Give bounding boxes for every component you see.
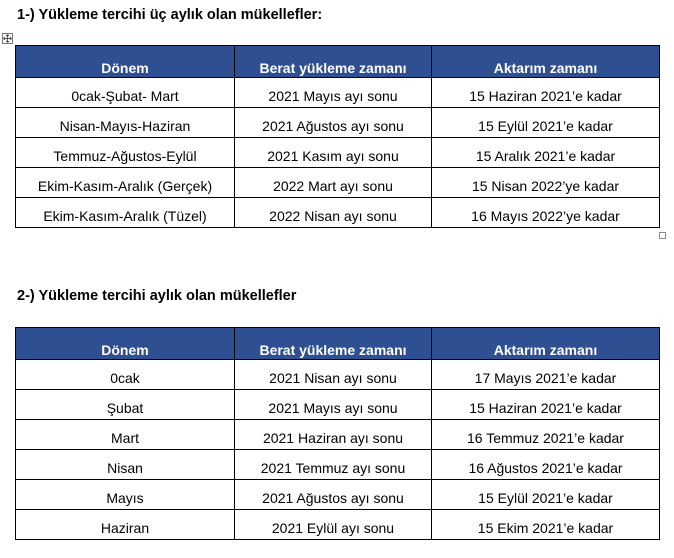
table-resize-handle-icon[interactable] [659, 232, 666, 239]
period-cell: Şubat [16, 390, 235, 420]
table-row [16, 78, 660, 108]
transfer-time-cell: 16 Mayıs 2022’ye kadar [432, 198, 660, 228]
upload-time-cell: 2021 Kasım ayı sonu [235, 138, 432, 168]
period-cell: Ekim-Kasım-Aralık (Tüzel) [16, 198, 235, 228]
upload-time-cell: 2021 Nisan ayı sonu [235, 360, 432, 390]
period-cell: 0cak [16, 360, 235, 390]
table-move-handle-icon[interactable] [2, 33, 13, 44]
monthly-schedule-table [15, 327, 660, 540]
period-cell: Nisan [16, 450, 235, 480]
transfer-time-cell: 15 Eylül 2021’e kadar [432, 108, 660, 138]
table-row [16, 510, 660, 540]
period-cell: Ekim-Kasım-Aralık (Gerçek) [16, 168, 235, 198]
table-row [16, 450, 660, 480]
upload-time-cell: 2021 Haziran ayı sonu [235, 420, 432, 450]
upload-time-cell: 2021 Eylül ayı sonu [235, 510, 432, 540]
table-row [16, 108, 660, 138]
upload-time-cell: 2021 Mayıs ayı sonu [235, 78, 432, 108]
quarterly-schedule-table [15, 45, 660, 228]
period-cell: 0cak-Şubat- Mart [16, 78, 235, 108]
header-donem: Dönem [16, 328, 235, 360]
section2-title: 2-) Yükleme tercihi aylık olan mükellefler [17, 288, 297, 304]
header-aktarim: Aktarım zamanı [432, 328, 660, 360]
header-berat-yukleme: Berat yükleme zamanı [235, 46, 432, 78]
section1-title: 1-) Yükleme tercihi üç aylık olan mükellefler: [17, 7, 323, 23]
transfer-time-cell: 15 Haziran 2021’e kadar [432, 78, 660, 108]
table-row [16, 480, 660, 510]
transfer-time-cell: 15 Eylül 2021’e kadar [432, 480, 660, 510]
table-row [16, 168, 660, 198]
table-row [16, 390, 660, 420]
transfer-time-cell: 15 Aralık 2021’e kadar [432, 138, 660, 168]
table-row [16, 198, 660, 228]
upload-time-cell: 2021 Ağustos ayı sonu [235, 108, 432, 138]
transfer-time-cell: 17 Mayıs 2021’e kadar [432, 360, 660, 390]
upload-time-cell: 2022 Nisan ayı sonu [235, 198, 432, 228]
transfer-time-cell: 15 Ekim 2021’e kadar [432, 510, 660, 540]
period-cell: Mayıs [16, 480, 235, 510]
period-cell: Nisan-Mayıs-Haziran [16, 108, 235, 138]
period-cell: Temmuz-Ağustos-Eylül [16, 138, 235, 168]
period-cell: Mart [16, 420, 235, 450]
transfer-time-cell: 15 Haziran 2021’e kadar [432, 390, 660, 420]
header-berat-yukleme: Berat yükleme zamanı [235, 328, 432, 360]
table-row [16, 138, 660, 168]
transfer-time-cell: 16 Temmuz 2021’e kadar [432, 420, 660, 450]
upload-time-cell: 2021 Mayıs ayı sonu [235, 390, 432, 420]
table-row [16, 360, 660, 390]
period-cell: Haziran [16, 510, 235, 540]
upload-time-cell: 2022 Mart ayı sonu [235, 168, 432, 198]
upload-time-cell: 2021 Temmuz ayı sonu [235, 450, 432, 480]
header-donem: Dönem [16, 46, 235, 78]
transfer-time-cell: 15 Nisan 2022’ye kadar [432, 168, 660, 198]
table-header-row [16, 328, 660, 360]
transfer-time-cell: 16 Ağustos 2021’e kadar [432, 450, 660, 480]
upload-time-cell: 2021 Ağustos ayı sonu [235, 480, 432, 510]
header-aktarim: Aktarım zamanı [432, 46, 660, 78]
table-header-row [16, 46, 660, 78]
table-row [16, 420, 660, 450]
